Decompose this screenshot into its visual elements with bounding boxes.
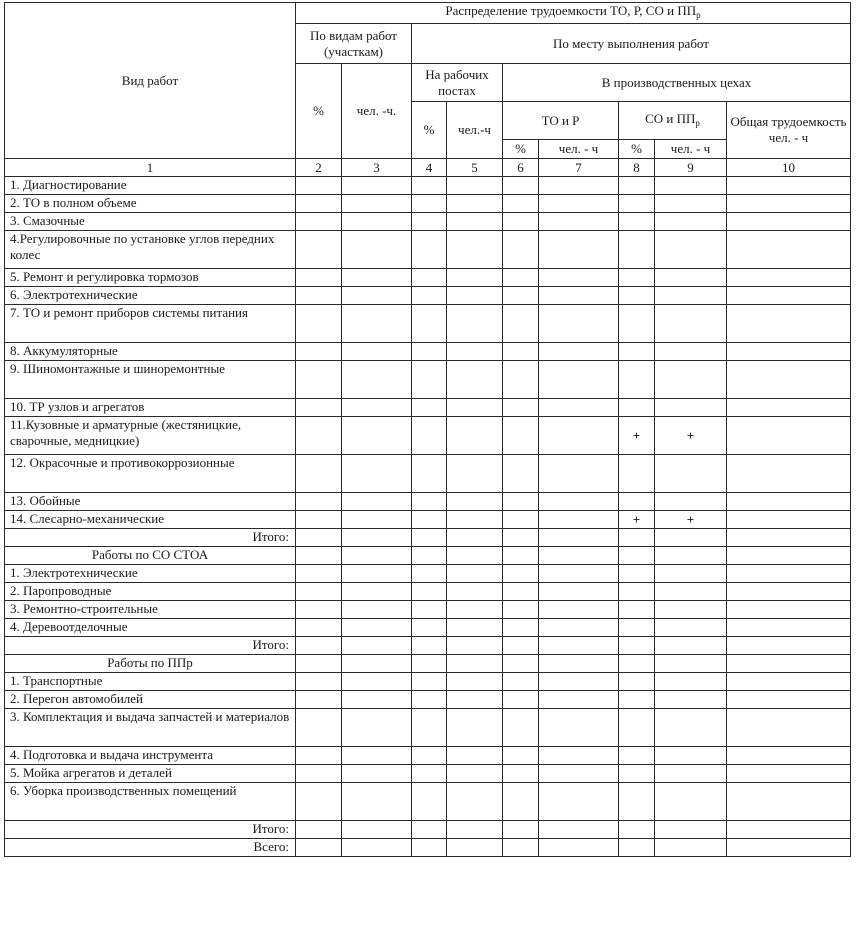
row-label: 2. ТО в полном объеме: [5, 195, 296, 213]
header-man-hours-9: чел. - ч: [655, 140, 727, 159]
section-header-row: [5, 547, 851, 565]
itogo-label: Итого:: [5, 821, 296, 839]
row-label: 12. Окрасочные и противокоррозионные: [5, 455, 296, 493]
vsego-label: Всего:: [5, 839, 296, 857]
itogo-label: Итого:: [5, 637, 296, 655]
plus-mark: +: [655, 511, 727, 529]
table-row: [5, 455, 851, 493]
table-row: [5, 287, 851, 305]
header-at-posts: На рабочих постах: [412, 64, 503, 102]
plus-mark: +: [655, 417, 727, 455]
table-row: [5, 493, 851, 511]
subtotal-row: [5, 637, 851, 655]
col-number: 8: [619, 159, 655, 177]
header-by-place: По месту выполнения работ: [412, 24, 851, 64]
row-label: 3. Смазочные: [5, 213, 296, 231]
row-label: 2. Перегон автомобилей: [5, 691, 296, 709]
subtotal-row: [5, 529, 851, 547]
table-row: [5, 765, 851, 783]
row-label: 2. Паропроводные: [5, 583, 296, 601]
header-pct-2: %: [296, 64, 342, 159]
header-pct-4: %: [412, 102, 447, 159]
section-title-so: Работы по СО СТОА: [5, 547, 296, 565]
total-row: [5, 839, 851, 857]
col-number: 9: [655, 159, 727, 177]
row-label: 4. Деревоотделочные: [5, 619, 296, 637]
table-row: [5, 269, 851, 287]
table-row: [5, 195, 851, 213]
row-label: 1. Электротехнические: [5, 565, 296, 583]
table-row: [5, 565, 851, 583]
row-label: 1. Транспортные: [5, 673, 296, 691]
header-man-hours-5: чел.-ч: [447, 102, 503, 159]
table-row: [5, 747, 851, 765]
table-row: [5, 343, 851, 361]
header-man-hours-7: чел. - ч: [539, 140, 619, 159]
table-row: [5, 783, 851, 821]
plus-mark: +: [619, 511, 655, 529]
row-label: 14. Слесарно-механические: [5, 511, 296, 529]
header-in-shops: В производственных цехах: [503, 64, 851, 102]
table-row: [5, 399, 851, 417]
row-label: 3. Комплектация и выдача запчастей и материалов: [5, 709, 296, 747]
header-pct-6: %: [503, 140, 539, 159]
row-label: 3. Ремонтно-строительные: [5, 601, 296, 619]
table-row: [5, 673, 851, 691]
row-label: 4. Подготовка и выдача инструмента: [5, 747, 296, 765]
row-label: 9. Шиномонтажные и шиноремонтные: [5, 361, 296, 399]
col-number: 4: [412, 159, 447, 177]
header-distribution-title: Распределение трудоемкости ТО, Р, СО и $ПП_р$: [296, 3, 851, 24]
labor-distribution-table: [4, 2, 851, 857]
row-label: 10. ТР узлов и агрегатов: [5, 399, 296, 417]
row-label: 5. Ремонт и регулировка тормозов: [5, 269, 296, 287]
header-total-labor: Общая трудоемкость чел. - ч: [727, 102, 851, 159]
row-label: 5. Мойка агрегатов и деталей: [5, 765, 296, 783]
row-label: 6. Уборка производственных помещений: [5, 783, 296, 821]
header-to-r: ТО и Р: [503, 102, 619, 140]
col-number: 10: [727, 159, 851, 177]
table-row: [5, 305, 851, 343]
section-header-row: [5, 655, 851, 673]
row-label: 11.Кузовные и арматурные (жестяницкие, сварочные, медницкие): [5, 417, 296, 455]
header-so-pp: СО и $ПП_р$: [619, 102, 727, 140]
row-label: 6. Электротехнические: [5, 287, 296, 305]
table-row: [5, 619, 851, 637]
header-man-hours-3: чел. -ч.: [342, 64, 412, 159]
row-label: 13. Обойные: [5, 493, 296, 511]
header-by-work-type: По видам работ (участкам): [296, 24, 412, 64]
col-number: 7: [539, 159, 619, 177]
table-row: [5, 601, 851, 619]
col-number: 5: [447, 159, 503, 177]
col-number: 2: [296, 159, 342, 177]
col-number: 6: [503, 159, 539, 177]
table-row: [5, 177, 851, 195]
col-number: 1: [5, 159, 296, 177]
table-row: [5, 361, 851, 399]
table-row: [5, 417, 851, 455]
table-row: [5, 709, 851, 747]
table-row: [5, 583, 851, 601]
header-pct-8: %: [619, 140, 655, 159]
row-label: 4.Регулировочные по установке углов передних колес: [5, 231, 296, 269]
row-label: 8. Аккумуляторные: [5, 343, 296, 361]
plus-mark: +: [619, 417, 655, 455]
table-row: [5, 231, 851, 269]
table-row: [5, 213, 851, 231]
row-label: 1. Диагностирование: [5, 177, 296, 195]
section-title-pp: Работы по ППр: [5, 655, 296, 673]
itogo-label: Итого:: [5, 529, 296, 547]
table-row: [5, 691, 851, 709]
table-row: [5, 511, 851, 529]
subtotal-row: [5, 821, 851, 839]
row-label: 7. ТО и ремонт приборов системы питания: [5, 305, 296, 343]
col-number: 3: [342, 159, 412, 177]
header-work-type: Вид работ: [5, 3, 296, 159]
